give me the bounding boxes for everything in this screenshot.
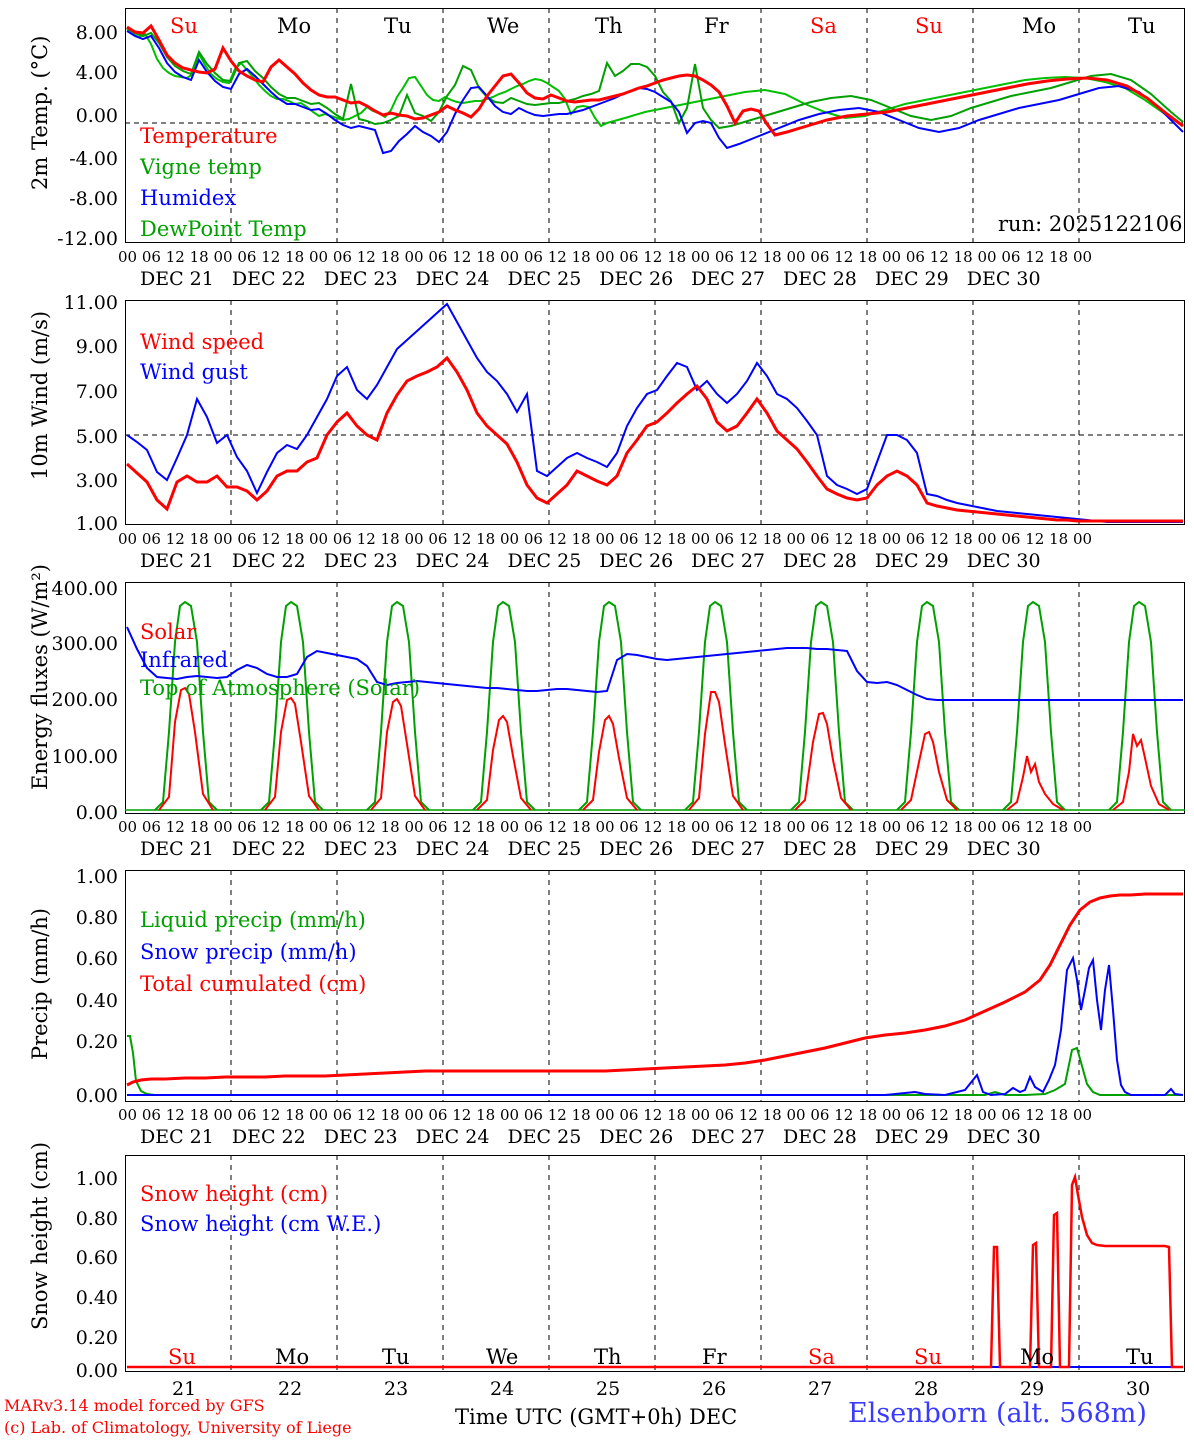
legend-temperature: Temperature — [140, 124, 278, 148]
precip-ytick-100: 1.00 — [75, 866, 118, 888]
legend-wind-speed: Wind speed — [140, 330, 265, 354]
day-number-24: 24 — [490, 1378, 515, 1400]
dow-top-6: Sa — [810, 14, 837, 38]
legend-solar: Solar — [140, 620, 197, 644]
dow-bottom-4: Th — [594, 1345, 622, 1369]
day-number-21: 21 — [172, 1378, 197, 1400]
legend-vigne-temp: Vigne temp — [140, 155, 262, 179]
dow-top-3: We — [487, 14, 520, 38]
legend-infrared: Infrared — [140, 648, 229, 672]
hour-row-2: 00 06 12 18 00 06 12 18 00 06 12 18 00 06 12 18 00 06 12 18 00 06 12 18 00 06 12 18 00 06 12 18 00 06 12 18 00 06 12 18 00 — [118, 530, 1093, 548]
energy-ytick-400: 400.00 — [51, 578, 118, 600]
energy-y-axis-label: Energy fluxes (W/m²) — [28, 564, 52, 790]
precip-ytick-000: 0.00 — [75, 1085, 118, 1107]
energy-ytick-300: 300.00 — [51, 633, 118, 655]
precip-y-axis-label: Precip (mm/h) — [28, 907, 52, 1060]
dow-top-9: Tu — [1128, 14, 1156, 38]
temperature-panel — [125, 8, 1185, 243]
dow-top-5: Fr — [704, 14, 729, 38]
date-row-2: DEC 21 DEC 22 DEC 23 DEC 24 DEC 25 DEC 26 DEC 27 DEC 28 DEC 29 DEC 30 — [140, 550, 1041, 572]
day-number-27: 27 — [808, 1378, 833, 1400]
dow-bottom-7: Su — [914, 1345, 942, 1369]
legend-total-cumulated: Total cumulated (cm) — [140, 972, 367, 996]
dow-bottom-8: Mo — [1020, 1345, 1055, 1369]
day-number-25: 25 — [596, 1378, 621, 1400]
dow-top-2: Tu — [384, 14, 412, 38]
precip-ytick-020: 0.20 — [75, 1031, 118, 1053]
wind-ytick-5: 5.00 — [75, 426, 118, 448]
snow-ytick-020: 0.20 — [75, 1327, 118, 1349]
legend-snow-height-we: Snow height (cm W.E.) — [140, 1212, 382, 1236]
temp-ytick-m4: -4.00 — [69, 148, 118, 170]
temp-ytick-m12: -12.00 — [57, 228, 118, 250]
dow-bottom-3: We — [486, 1345, 519, 1369]
temp-ytick-4: 4.00 — [75, 62, 118, 84]
temperature-plot — [125, 8, 1185, 243]
snow-y-axis-label: Snow height (cm) — [28, 1141, 52, 1330]
wind-ytick-1: 1.00 — [75, 513, 118, 535]
precip-ytick-060: 0.60 — [75, 948, 118, 970]
dow-bottom-0: Su — [168, 1345, 196, 1369]
date-row-1: DEC 21 DEC 22 DEC 23 DEC 24 DEC 25 DEC 26 DEC 27 DEC 28 DEC 29 DEC 30 — [140, 268, 1041, 290]
snow-ytick-000: 0.00 — [75, 1360, 118, 1382]
date-row-4: DEC 21 DEC 22 DEC 23 DEC 24 DEC 25 DEC 26 DEC 27 DEC 28 DEC 29 DEC 30 — [140, 1126, 1041, 1148]
wind-ytick-11: 11.00 — [63, 292, 118, 314]
wind-y-axis-label: 10m Wind (m/s) — [28, 310, 52, 480]
dow-bottom-2: Tu — [382, 1345, 410, 1369]
day-number-30: 30 — [1126, 1378, 1151, 1400]
wind-panel — [125, 300, 1185, 525]
day-number-29: 29 — [1020, 1378, 1045, 1400]
snow-ytick-060: 0.60 — [75, 1247, 118, 1269]
day-number-26: 26 — [702, 1378, 727, 1400]
legend-snow-height: Snow height (cm) — [140, 1182, 329, 1206]
snow-ytick-080: 0.80 — [75, 1208, 118, 1230]
legend-snow-precip: Snow precip (mm/h) — [140, 940, 357, 964]
hour-row-1: 00 06 12 18 00 06 12 18 00 06 12 18 00 06 12 18 00 06 12 18 00 06 12 18 00 06 12 18 00 06 12 18 00 06 12 18 00 06 12 18 00 — [118, 248, 1093, 266]
legend-dewpoint: DewPoint Temp — [140, 217, 307, 241]
wind-ytick-3: 3.00 — [75, 470, 118, 492]
station-label: Elsenborn (alt. 568m) — [848, 1398, 1147, 1429]
dow-top-7: Su — [915, 14, 943, 38]
temp-ytick-m8: -8.00 — [69, 188, 118, 210]
energy-ytick-200: 200.00 — [51, 689, 118, 711]
day-number-22: 22 — [278, 1378, 303, 1400]
dow-top-0: Su — [170, 14, 198, 38]
temp-ytick-8: 8.00 — [75, 22, 118, 44]
wind-plot — [125, 300, 1185, 525]
temp-y-axis-label: 2m Temp. (°C) — [28, 35, 52, 190]
day-number-23: 23 — [384, 1378, 409, 1400]
legend-wind-gust: Wind gust — [140, 360, 248, 384]
dow-bottom-6: Sa — [808, 1345, 835, 1369]
legend-humidex: Humidex — [140, 186, 237, 210]
date-row-3: DEC 21 DEC 22 DEC 23 DEC 24 DEC 25 DEC 26 DEC 27 DEC 28 DEC 29 DEC 30 — [140, 838, 1041, 860]
snow-ytick-040: 0.40 — [75, 1287, 118, 1309]
legend-liquid-precip: Liquid precip (mm/h) — [140, 908, 366, 932]
precip-ytick-080: 0.80 — [75, 907, 118, 929]
dow-top-1: Mo — [277, 14, 312, 38]
run-label: run: 2025122106 — [998, 212, 1183, 236]
energy-ytick-100: 100.00 — [51, 746, 118, 768]
legend-toa-solar: Top of Atmosphere (Solar) — [140, 676, 421, 700]
precip-ytick-040: 0.40 — [75, 990, 118, 1012]
dow-bottom-1: Mo — [275, 1345, 310, 1369]
dow-bottom-5: Fr — [702, 1345, 727, 1369]
day-number-28: 28 — [914, 1378, 939, 1400]
temp-ytick-0: 0.00 — [75, 105, 118, 127]
snow-ytick-100: 1.00 — [75, 1168, 118, 1190]
dow-top-8: Mo — [1022, 14, 1057, 38]
model-credit-line1: MARv3.14 model forced by GFS — [4, 1396, 265, 1415]
energy-ytick-0: 0.00 — [75, 802, 118, 824]
hour-row-3: 00 06 12 18 00 06 12 18 00 06 12 18 00 06 12 18 00 06 12 18 00 06 12 18 00 06 12 18 00 06 12 18 00 06 12 18 00 06 12 18 00 — [118, 818, 1093, 836]
dow-top-4: Th — [595, 14, 623, 38]
model-credit-line2: (c) Lab. of Climatology, University of Liege — [4, 1418, 352, 1437]
wind-ytick-7: 7.00 — [75, 381, 118, 403]
dow-bottom-9: Tu — [1126, 1345, 1154, 1369]
hour-row-4: 00 06 12 18 00 06 12 18 00 06 12 18 00 06 12 18 00 06 12 18 00 06 12 18 00 06 12 18 00 06 12 18 00 06 12 18 00 06 12 18 00 — [118, 1106, 1093, 1124]
x-axis-label: Time UTC (GMT+0h) DEC — [455, 1405, 738, 1429]
wind-ytick-9: 9.00 — [75, 336, 118, 358]
